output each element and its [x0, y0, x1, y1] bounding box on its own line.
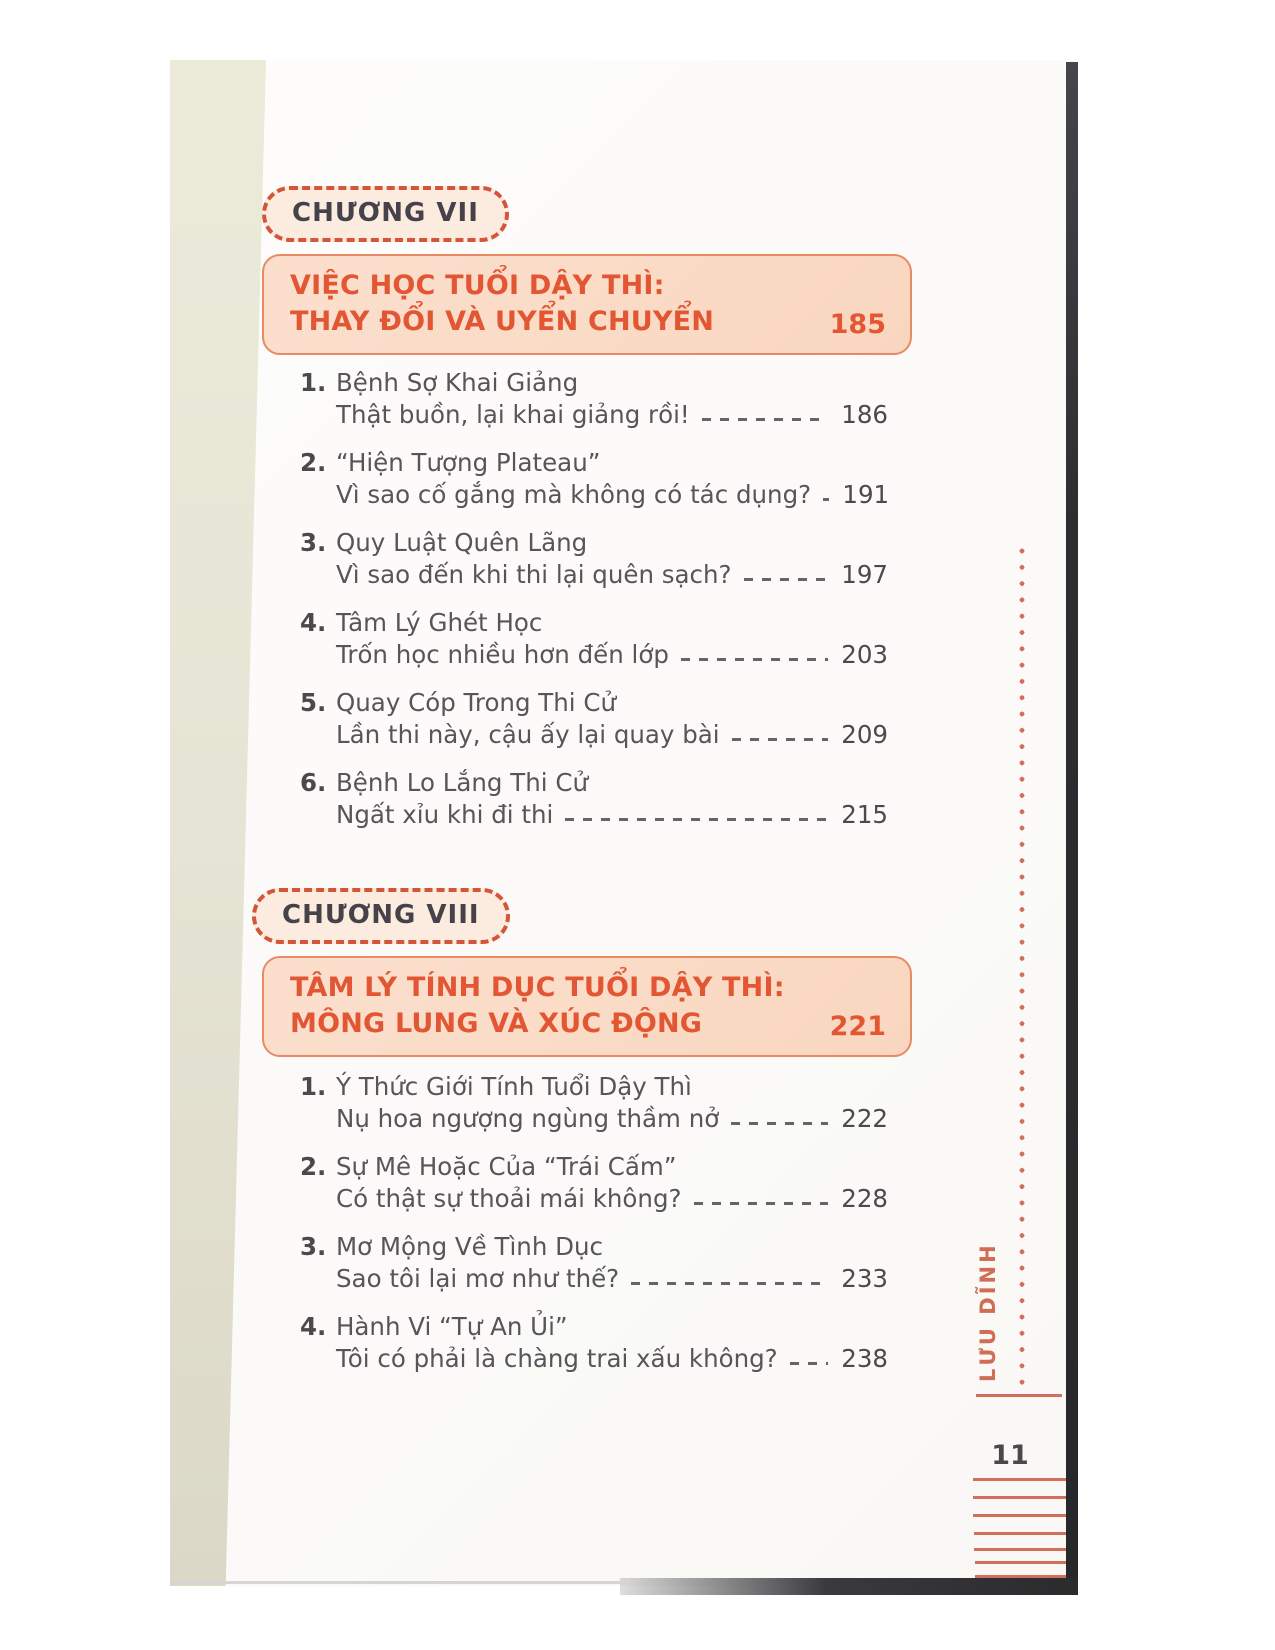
- item-subtitle: Lần thi này, cậu ấy lại quay bài: [336, 720, 720, 749]
- item-page-number: 215: [841, 800, 888, 829]
- toc-item: [300, 368, 888, 429]
- item-title: Ý Thức Giới Tính Tuổi Dậy Thì: [336, 1072, 692, 1101]
- chapter-7-page-number: 185: [829, 309, 886, 341]
- rule-line: [973, 1478, 1066, 1481]
- item-page-number: 222: [841, 1104, 888, 1133]
- chapter-7-title-box: [262, 254, 912, 355]
- chapter-7-title: VIỆC HỌC TUỔI DẬY THÌ: THAY ĐỔI VÀ UYỂN CHUYỂN: [290, 270, 715, 338]
- item-page-number: 203: [841, 640, 888, 669]
- item-number: 3.: [300, 528, 327, 557]
- item-subtitle: Nụ hoa ngượng ngùng thầm nở: [336, 1104, 720, 1133]
- item-title: Bệnh Sợ Khai Giảng: [336, 368, 579, 397]
- item-number: 6.: [300, 768, 327, 797]
- item-subtitle: Vì sao cố gắng mà không có tác dụng?: [336, 480, 812, 509]
- scan-edge-bottom: [620, 1578, 1078, 1595]
- dash-leader: [744, 578, 828, 581]
- item-subtitle: Thật buồn, lại khai giảng rồi!: [336, 400, 690, 429]
- toc-item: [300, 448, 888, 509]
- dash-leader: [731, 1122, 828, 1125]
- item-subtitle: Trốn học nhiều hơn đến lớp: [336, 640, 669, 669]
- item-number: 4.: [300, 1312, 327, 1341]
- item-number: 1.: [300, 1072, 327, 1101]
- rule-line: [973, 1514, 1066, 1517]
- dash-leader: [694, 1202, 828, 1205]
- item-title: “Hiện Tượng Plateau”: [336, 448, 601, 477]
- item-subtitle: Sao tôi lại mơ như thế?: [336, 1264, 620, 1293]
- item-title: Mơ Mộng Về Tình Dục: [336, 1232, 604, 1261]
- item-subtitle: Vì sao đến khi thi lại quên sạch?: [336, 560, 732, 589]
- rule-line: [975, 1561, 1066, 1564]
- item-number: 1.: [300, 368, 327, 397]
- item-page-number: 186: [841, 400, 888, 429]
- dash-leader: [790, 1362, 828, 1365]
- chapter-8-page-number: 221: [829, 1011, 886, 1043]
- item-page-number: 191: [842, 480, 890, 509]
- toc-item: [300, 528, 888, 589]
- item-number: 2.: [300, 1152, 327, 1181]
- item-page-number: 209: [841, 720, 888, 749]
- toc-item: [300, 1072, 888, 1133]
- chapter-8-badge: CHƯƠNG VIII: [252, 888, 510, 944]
- rule-line: [974, 1548, 1066, 1551]
- page-number: 11: [991, 1440, 1029, 1471]
- rule-line: [976, 1394, 1062, 1397]
- item-title: Tâm Lý Ghét Học: [336, 608, 543, 637]
- dash-leader: [681, 658, 828, 661]
- item-title: Quay Cóp Trong Thi Cử: [336, 688, 617, 717]
- chapter-7-badge: CHƯƠNG VII: [262, 186, 509, 242]
- dash-leader: [565, 818, 828, 821]
- dash-leader: [702, 418, 828, 421]
- item-number: 2.: [300, 448, 327, 477]
- toc-item: [300, 1152, 888, 1213]
- item-title: Sự Mê Hoặc Của “Trái Cấm”: [336, 1152, 677, 1181]
- item-subtitle: Ngất xỉu khi đi thi: [336, 800, 554, 829]
- author-vertical-label: LƯU DĨNH: [976, 1242, 1000, 1382]
- item-subtitle: Có thật sự thoải mái không?: [336, 1184, 682, 1213]
- item-title: Hành Vi “Tự An Ủi”: [336, 1312, 568, 1341]
- page-edge-shadow: [170, 60, 266, 1586]
- item-number: 3.: [300, 1232, 327, 1261]
- item-number: 4.: [300, 608, 327, 637]
- toc-item: [300, 1232, 888, 1293]
- item-page-number: 197: [841, 560, 888, 589]
- item-number: 5.: [300, 688, 327, 717]
- chapter-8-title-box: [262, 956, 912, 1057]
- item-subtitle: Tôi có phải là chàng trai xấu không?: [336, 1344, 778, 1373]
- chapter-8-title: TÂM LÝ TÍNH DỤC TUỔI DẬY THÌ: MÔNG LUNG VÀ XÚC ĐỘNG: [290, 972, 785, 1040]
- item-page-number: 238: [841, 1344, 888, 1373]
- rule-line: [974, 1532, 1066, 1535]
- dotted-divider-line: [1019, 548, 1025, 1393]
- scan-edge-right: [1066, 62, 1078, 1594]
- item-page-number: 233: [841, 1264, 888, 1293]
- toc-item: [300, 608, 888, 669]
- scan-edge-bottom-light: [170, 1581, 630, 1584]
- rule-line: [973, 1496, 1066, 1499]
- toc-item: [300, 688, 888, 749]
- dash-leader: [631, 1282, 828, 1285]
- item-page-number: 228: [841, 1184, 888, 1213]
- item-title: Bệnh Lo Lắng Thi Cử: [336, 768, 588, 797]
- dash-leader: [823, 498, 829, 501]
- toc-item: [300, 1312, 888, 1373]
- dash-leader: [732, 738, 828, 741]
- toc-item: [300, 768, 888, 829]
- item-title: Quy Luật Quên Lãng: [336, 528, 588, 557]
